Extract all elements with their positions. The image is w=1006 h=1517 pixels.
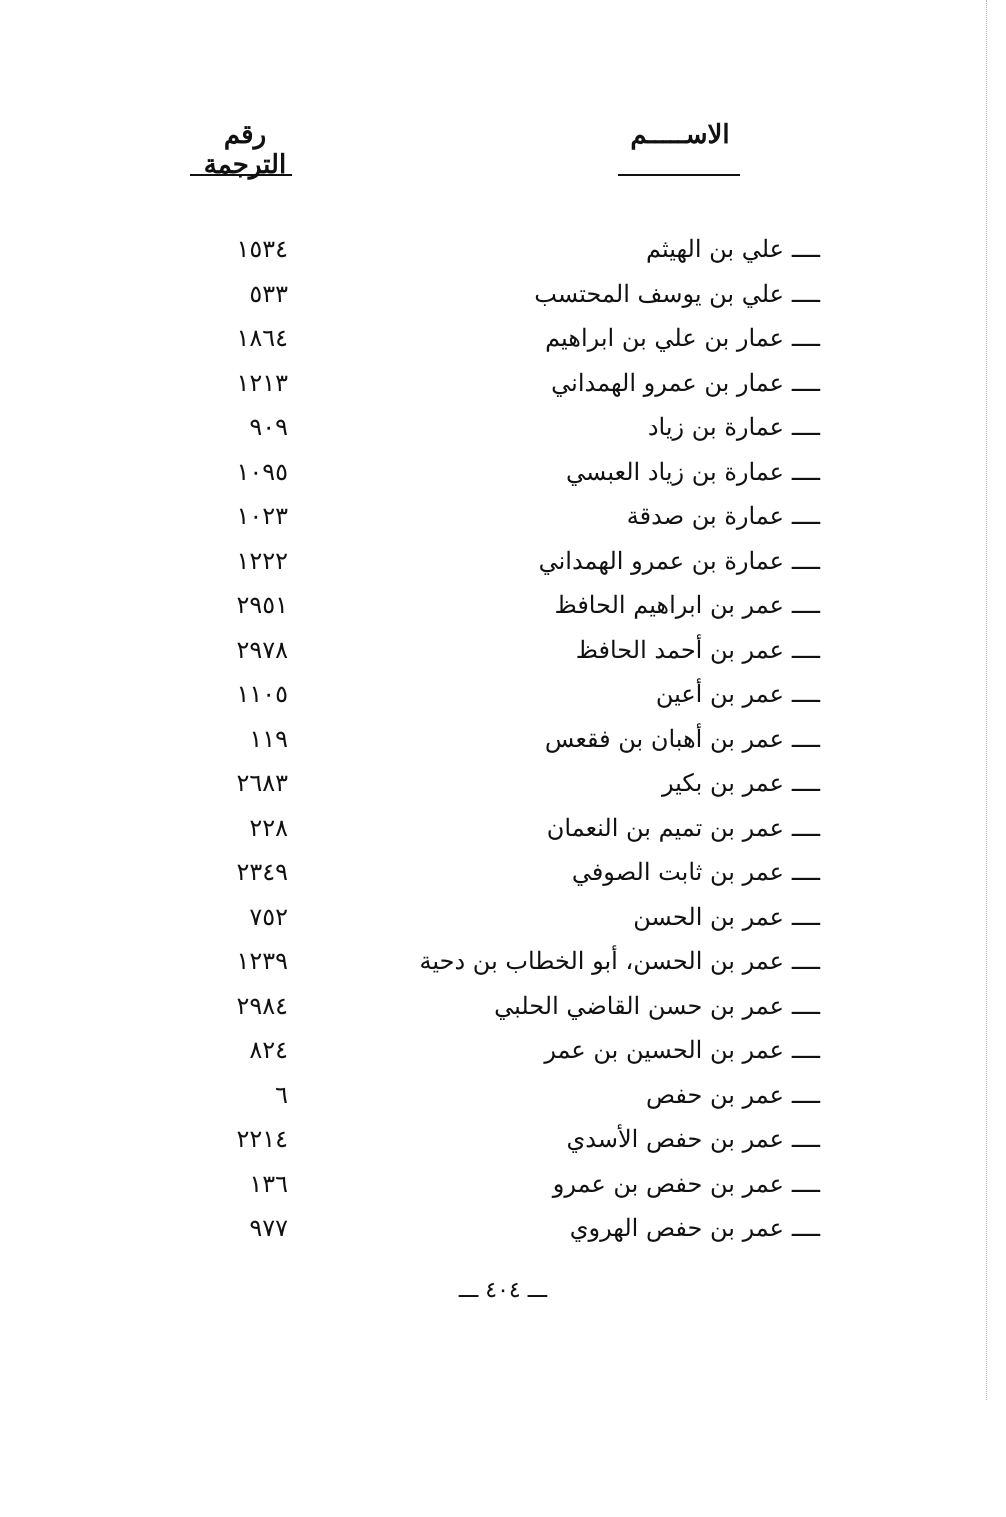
column-header — [0, 120, 1006, 190]
entry-number: ٢٣٤٩ — [236, 858, 288, 886]
entry-name: عمر بن حفص الأسدي — [566, 1125, 784, 1153]
index-entry — [0, 404, 1006, 449]
entry-number: ٢٢٨ — [249, 813, 288, 842]
entry-dash: ــــ — [791, 413, 820, 441]
index-entry — [0, 1161, 1006, 1206]
entry-name: عمار بن عمرو الهمداني — [551, 368, 784, 397]
entry-dash: ــــ — [791, 1080, 820, 1109]
index-entry — [0, 1027, 1006, 1072]
index-entry — [0, 315, 1006, 360]
entry-name: عمارة بن صدقة — [626, 502, 784, 530]
index-entry — [0, 1072, 1006, 1117]
entry-dash: ــــ — [791, 813, 820, 842]
entry-name: عمارة بن زياد العبسي — [566, 457, 784, 486]
entry-name: عمر بن الحسن — [633, 902, 784, 931]
index-entry — [0, 716, 1006, 761]
entry-dash: ــــ — [791, 1169, 820, 1198]
entry-dash: ــــ — [791, 546, 820, 575]
entry-name: عمر بن الحسن، أبو الخطاب بن دحية — [419, 947, 784, 975]
entry-name: عمارة بن زياد — [647, 413, 784, 441]
entry-dash: ــــ — [791, 279, 820, 308]
entry-name: عمر بن أعين — [655, 680, 784, 708]
entry-number: ٢٩٨٤ — [236, 991, 288, 1020]
number-column-rule — [190, 174, 292, 176]
entry-dash: ــــ — [791, 947, 820, 975]
entry-dash: ــــ — [791, 591, 820, 619]
index-list — [0, 226, 1006, 1250]
entry-name: عمر بن ثابت الصوفي — [571, 858, 784, 886]
entry-dash: ــــ — [791, 635, 820, 664]
entry-name: عمر بن حفص — [645, 1080, 784, 1109]
entry-name: عمر بن أهبان بن فقعس — [544, 724, 784, 753]
entry-dash: ــــ — [791, 1036, 820, 1064]
entry-name: عمر بن الحسين بن عمر — [544, 1036, 784, 1064]
index-entry — [0, 582, 1006, 627]
index-entry — [0, 894, 1006, 939]
entry-number: ٢٦٨٣ — [236, 769, 288, 797]
entry-name: عمر بن أحمد الحافظ — [575, 635, 784, 664]
entry-dash: ــــ — [791, 457, 820, 486]
entry-number: ١٠٢٣ — [236, 502, 288, 530]
entry-name: عمر بن بكير — [661, 769, 784, 797]
name-column-title: الاســـــم — [630, 120, 730, 150]
index-entry — [0, 938, 1006, 983]
entry-dash: ــــ — [791, 769, 820, 797]
entry-number: ١٨٦٤ — [236, 324, 288, 352]
entry-dash: ــــ — [791, 502, 820, 530]
entry-dash: ــــ — [791, 368, 820, 397]
entry-number: ٩٧٧ — [249, 1214, 288, 1242]
entry-name: عمر بن حفص بن عمرو — [552, 1169, 784, 1198]
entry-dash: ــــ — [791, 235, 820, 263]
index-entry — [0, 360, 1006, 405]
entry-number: ٢٩٥١ — [236, 591, 288, 619]
index-entry — [0, 805, 1006, 850]
index-entry — [0, 1116, 1006, 1161]
index-entry — [0, 627, 1006, 672]
index-entry — [0, 449, 1006, 494]
entry-name: عمر بن تميم بن النعمان — [546, 813, 784, 842]
entry-number: ٢٩٧٨ — [236, 635, 288, 664]
entry-name: عمر بن حفص الهروي — [569, 1214, 784, 1242]
entry-number: ٩٠٩ — [249, 413, 288, 441]
entry-dash: ــــ — [791, 724, 820, 753]
entry-number: ١٢٢٢ — [236, 546, 288, 575]
entry-number: ١٢٣٩ — [236, 947, 288, 975]
index-entry — [0, 983, 1006, 1028]
entry-number: ١١٩ — [249, 724, 288, 753]
entry-name: علي بن يوسف المحتسب — [534, 279, 784, 308]
entry-dash: ــــ — [791, 991, 820, 1020]
entry-name: عمر بن ابراهيم الحافظ — [554, 591, 784, 619]
index-entry — [0, 671, 1006, 716]
entry-number: ٥٣٣ — [249, 279, 288, 308]
index-entry — [0, 493, 1006, 538]
name-column-rule — [618, 174, 740, 176]
entry-name: عمار بن علي بن ابراهيم — [545, 324, 784, 352]
entry-dash: ــــ — [791, 858, 820, 886]
entry-number: ١١٠٥ — [236, 680, 288, 708]
entry-number: ١٠٩٥ — [236, 457, 288, 486]
entry-number: ٦ — [275, 1080, 288, 1109]
entry-number: ١٣٦ — [249, 1169, 288, 1198]
entry-name: عمارة بن عمرو الهمداني — [538, 546, 784, 575]
index-entry — [0, 1205, 1006, 1250]
entry-number: ٨٢٤ — [249, 1036, 288, 1064]
entry-number: ٢٢١٤ — [236, 1125, 288, 1153]
entry-name: عمر بن حسن القاضي الحلبي — [494, 991, 784, 1020]
index-entry — [0, 849, 1006, 894]
index-entry — [0, 538, 1006, 583]
entry-dash: ــــ — [791, 1214, 820, 1242]
entry-dash: ــــ — [791, 324, 820, 352]
entry-dash: ــــ — [791, 1125, 820, 1153]
index-entry — [0, 760, 1006, 805]
entry-name: علي بن الهيثم — [646, 235, 784, 263]
index-entry — [0, 271, 1006, 316]
number-column-title: رقم الترجمة — [203, 120, 287, 180]
entry-number: ٧٥٢ — [249, 902, 288, 931]
index-entry — [0, 226, 1006, 271]
entry-number: ١٢١٣ — [236, 368, 288, 397]
page-number: ـــ ٤٠٤ ـــ — [458, 1278, 548, 1303]
entry-number: ١٥٣٤ — [236, 235, 288, 263]
entry-dash: ــــ — [791, 680, 820, 708]
entry-dash: ــــ — [791, 902, 820, 931]
